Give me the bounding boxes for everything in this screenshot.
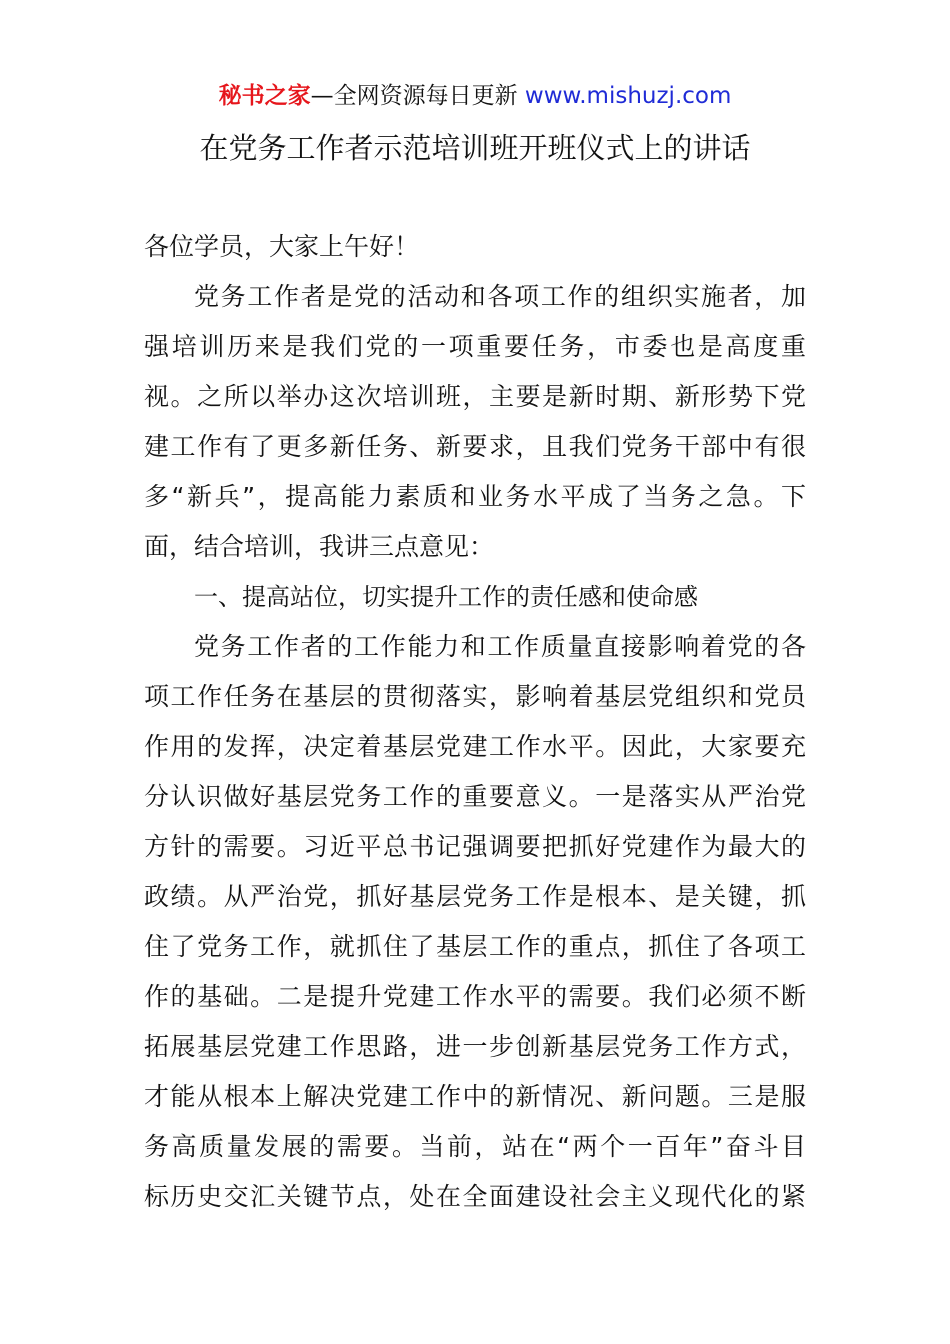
paragraph-line: 拓展基层党建工作思路，进一步创新基层党务工作方式，	[144, 1032, 806, 1061]
paragraph-line: 建工作有了更多新任务、新要求，且我们党务干部中有很	[144, 432, 806, 461]
paragraph-line: 视。之所以举办这次培训班，主要是新时期、新形势下党	[144, 382, 806, 411]
paragraph-line: 才能从根本上解决党建工作中的新情况、新问题。三是服	[144, 1082, 806, 1111]
paragraph-line: 标历史交汇关键节点，处在全面建设社会主义现代化的紧	[144, 1182, 806, 1211]
site-header	[0, 80, 950, 112]
paragraph-line: 项工作任务在基层的贯彻落实，影响着基层党组织和党员	[144, 682, 806, 711]
document-body	[144, 222, 806, 1222]
paragraph-line: 党务工作者是党的活动和各项工作的组织实施者，加	[194, 282, 806, 311]
paragraph-line: 多“新兵”，提高能力素质和业务水平成了当务之急。下	[144, 482, 806, 511]
paragraph-line: 分认识做好基层党务工作的重要意义。一是落实从严治党	[144, 782, 806, 811]
paragraph-line: 政绩。从严治党，抓好基层党务工作是根本、是关键，抓	[144, 882, 806, 911]
section-heading: 一、提高站位，切实提升工作的责任感和使命感	[194, 583, 698, 611]
paragraph-line: 党务工作者的工作能力和工作质量直接影响着党的各	[194, 632, 806, 661]
paragraph-line: 务高质量发展的需要。当前，站在“两个一百年”奋斗目	[144, 1132, 806, 1161]
paragraph-line: 作的基础。二是提升党建工作水平的需要。我们必须不断	[144, 982, 806, 1011]
header-tagline: —全网资源每日更新	[310, 83, 518, 109]
paragraph-line: 强培训历来是我们党的一项重要任务，市委也是高度重	[144, 332, 806, 361]
salutation-line: 各位学员，大家上午好！	[144, 232, 420, 261]
paragraph-line: 面，结合培训，我讲三点意见：	[144, 532, 495, 561]
brand-name: 秘书之家	[218, 83, 311, 109]
paragraph-line: 方针的需要。习近平总书记强调要把抓好党建作为最大的	[144, 832, 806, 861]
site-url[interactable]: www.mishuzj.com	[524, 83, 732, 109]
page-title: 在党务工作者示范培训班开班仪式上的讲话	[199, 131, 751, 165]
paragraph-line: 作用的发挥，决定着基层党建工作水平。因此，大家要充	[144, 732, 806, 761]
paragraph-line: 住了党务工作，就抓住了基层工作的重点，抓住了各项工	[144, 932, 806, 961]
